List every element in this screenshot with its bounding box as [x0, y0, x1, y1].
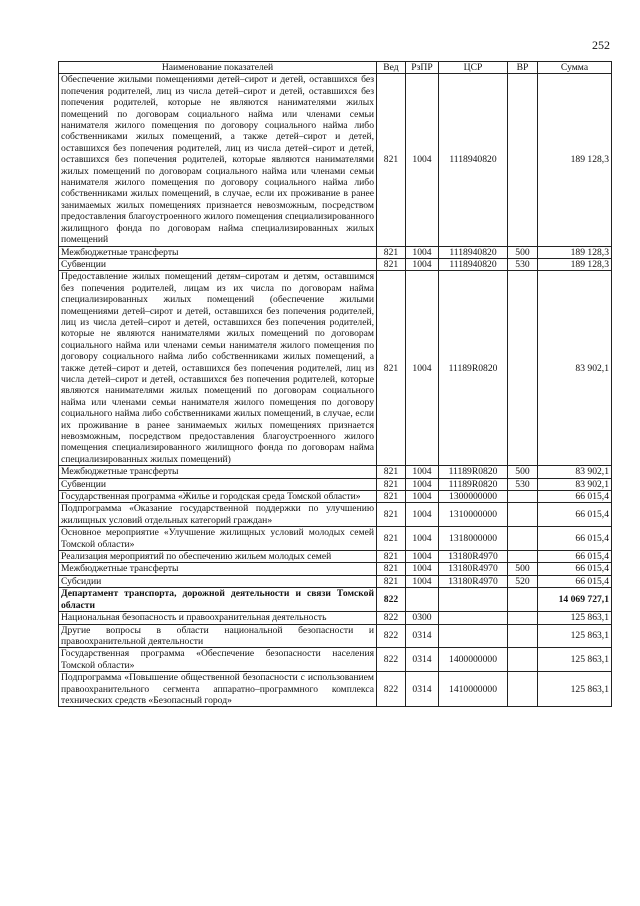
cell-name: Национальная безопасность и правоохранительная деятельность [59, 612, 377, 624]
cell-rzpr: 1004 [406, 503, 439, 527]
header-ved: Вед [377, 62, 406, 74]
cell-vr [508, 648, 538, 672]
table-row [59, 551, 612, 563]
cell-sum: 66 015,4 [538, 491, 612, 503]
cell-sum: 189 128,3 [538, 246, 612, 258]
cell-ved: 821 [377, 551, 406, 563]
cell-csr: 1400000000 [439, 648, 508, 672]
cell-name: Другие вопросы в области национальной безопасности и правоохранительной деятельности [59, 624, 377, 648]
table-row [59, 491, 612, 503]
table-row [59, 466, 612, 478]
cell-csr: 11189R0820 [439, 271, 508, 466]
cell-sum: 125 863,1 [538, 612, 612, 624]
cell-vr: 530 [508, 478, 538, 490]
cell-sum: 66 015,4 [538, 551, 612, 563]
cell-name: Департамент транспорта, дорожной деятельности и связи Томской области [59, 588, 377, 612]
cell-name: Межбюджетные трансферты [59, 466, 377, 478]
cell-csr: 13180R4970 [439, 575, 508, 587]
cell-rzpr: 1004 [406, 527, 439, 551]
cell-vr [508, 74, 538, 246]
cell-ved: 821 [377, 258, 406, 270]
cell-csr: 1310000000 [439, 503, 508, 527]
cell-vr [508, 527, 538, 551]
table-row [59, 478, 612, 490]
cell-csr: 1118940820 [439, 74, 508, 246]
cell-csr: 11189R0820 [439, 478, 508, 490]
cell-rzpr: 0314 [406, 624, 439, 648]
cell-vr [508, 624, 538, 648]
cell-name: Подпрограмма «Оказание государственной поддержки по улучшению жилищных условий отдельных категорий граждан» [59, 503, 377, 527]
cell-name: Субвенции [59, 478, 377, 490]
cell-rzpr: 1004 [406, 74, 439, 246]
cell-ved: 822 [377, 624, 406, 648]
cell-rzpr: 0300 [406, 612, 439, 624]
cell-rzpr: 1004 [406, 466, 439, 478]
table-row [59, 258, 612, 270]
cell-ved: 821 [377, 74, 406, 246]
table-row [59, 612, 612, 624]
cell-ved: 821 [377, 575, 406, 587]
cell-ved: 821 [377, 466, 406, 478]
cell-csr: 13180R4970 [439, 551, 508, 563]
cell-vr [508, 672, 538, 707]
cell-name: Межбюджетные трансферты [59, 563, 377, 575]
table-row [59, 503, 612, 527]
table-row [59, 648, 612, 672]
table-row [59, 575, 612, 587]
cell-ved: 821 [377, 271, 406, 466]
cell-ved: 821 [377, 491, 406, 503]
cell-sum: 125 863,1 [538, 648, 612, 672]
table-row [59, 246, 612, 258]
table-header-row [59, 62, 612, 74]
cell-ved: 821 [377, 478, 406, 490]
cell-rzpr: 1004 [406, 563, 439, 575]
cell-sum: 189 128,3 [538, 74, 612, 246]
cell-name: Государственная программа «Жилье и городская среда Томской области» [59, 491, 377, 503]
cell-sum: 14 069 727,1 [538, 588, 612, 612]
cell-name: Основное мероприятие «Улучшение жилищных условий молодых семей Томской области» [59, 527, 377, 551]
cell-rzpr: 1004 [406, 478, 439, 490]
cell-name: Субсидии [59, 575, 377, 587]
cell-name: Реализация мероприятий по обеспечению жильем молодых семей [59, 551, 377, 563]
cell-csr: 1118940820 [439, 258, 508, 270]
table-row [59, 271, 612, 466]
cell-ved: 822 [377, 672, 406, 707]
cell-name: Субвенции [59, 258, 377, 270]
cell-sum: 83 902,1 [538, 271, 612, 466]
cell-vr [508, 588, 538, 612]
cell-csr: 13180R4970 [439, 563, 508, 575]
cell-name: Предоставление жилых помещений детям–сиротам и детям, оставшимся без попечения родителей, лицам из их числа по договорам найма специализированных жилых помещений (обеспечение жилыми помещениями детей–сирот и детей, оставшихся без попечения родителей, лиц из числа детей–сирот и детей, оставшихся без попечения родителей, которые не являются нанимателями жилых помещений по договорам социального найма или членами семьи нанимателя жилого помещения по договору социального найма либо собственниками жилых помещений, а также детей–сирот и детей, оставшихся без попечения родителей, лиц из числа детей–сирот и детей, оставшихся без попечения родителей, которые являются нанимателями жилых помещений по договорам социального найма или членами семьи нанимателя жилого помещения по договору социального найма либо собственниками жилых помещений, в случае, если их проживание в ранее занимаемых жилых помещениях признается невозможным, посредством предоставления благоустроенного жилого помещения специализированного жилищного фонда по договорам найма специализированных жилых помещений) [59, 271, 377, 466]
cell-ved: 821 [377, 503, 406, 527]
cell-vr [508, 491, 538, 503]
table-body [59, 74, 612, 707]
cell-sum: 66 015,4 [538, 575, 612, 587]
cell-name: Межбюджетные трансферты [59, 246, 377, 258]
cell-csr [439, 612, 508, 624]
cell-rzpr: 1004 [406, 491, 439, 503]
cell-name: Государственная программа «Обеспечение безопасности населения Томской области» [59, 648, 377, 672]
header-vr: ВР [508, 62, 538, 74]
cell-rzpr: 1004 [406, 551, 439, 563]
cell-rzpr: 1004 [406, 258, 439, 270]
cell-csr: 1318000000 [439, 527, 508, 551]
cell-csr: 1118940820 [439, 246, 508, 258]
cell-csr: 1410000000 [439, 672, 508, 707]
cell-vr [508, 551, 538, 563]
table-row [59, 527, 612, 551]
header-rzpr: РзПР [406, 62, 439, 74]
cell-ved: 822 [377, 612, 406, 624]
cell-vr: 500 [508, 246, 538, 258]
cell-rzpr: 1004 [406, 246, 439, 258]
cell-ved: 822 [377, 588, 406, 612]
cell-rzpr: 0314 [406, 672, 439, 707]
budget-table [58, 61, 612, 707]
cell-csr: 11189R0820 [439, 466, 508, 478]
table-row [59, 563, 612, 575]
page-number: 252 [592, 38, 610, 52]
cell-vr: 500 [508, 563, 538, 575]
table-row [59, 74, 612, 246]
cell-csr [439, 624, 508, 648]
cell-name: Обеспечение жилыми помещениями детей–сирот и детей, оставшихся без попечения родителей, лиц из числа детей–сирот и детей, оставшихся без попечения родителей, которые не являются нанимателями жилых помещений по договорам социального найма или членами семьи нанимателя жилого помещения по договору социального найма либо собственниками жилых помещений, а также детей–сирот и детей, оставшихся без попечения родителей, лиц из числа детей–сирот и детей, оставшихся без попечения родителей, которые являются нанимателями жилых помещений по договорам социального найма или членами семьи нанимателя жилого помещения по договору социального найма либо собственниками жилых помещений, в случае, если их проживание в ранее занимаемых жилых помещениях признается невозможным, посредством предоставления благоустроенного жилого помещения специализированного жилищного фонда по договорам найма специализированных жилых помещений [59, 74, 377, 246]
table-row [59, 672, 612, 707]
cell-vr: 500 [508, 466, 538, 478]
cell-vr [508, 271, 538, 466]
cell-sum: 125 863,1 [538, 672, 612, 707]
cell-sum: 125 863,1 [538, 624, 612, 648]
cell-name: Подпрограмма «Повышение общественной безопасности с использованием правоохранительного сегмента аппаратно–программного комплекса технических средств «Безопасный город» [59, 672, 377, 707]
cell-csr [439, 588, 508, 612]
header-name: Наименование показателей [59, 62, 377, 74]
cell-csr: 1300000000 [439, 491, 508, 503]
header-sum: Сумма [538, 62, 612, 74]
cell-sum: 189 128,3 [538, 258, 612, 270]
cell-sum: 66 015,4 [538, 563, 612, 575]
cell-vr [508, 503, 538, 527]
cell-ved: 821 [377, 563, 406, 575]
cell-vr [508, 612, 538, 624]
cell-sum: 66 015,4 [538, 527, 612, 551]
cell-ved: 822 [377, 648, 406, 672]
cell-ved: 821 [377, 527, 406, 551]
cell-ved: 821 [377, 246, 406, 258]
table-row [59, 588, 612, 612]
cell-vr: 520 [508, 575, 538, 587]
cell-sum: 83 902,1 [538, 466, 612, 478]
cell-sum: 83 902,1 [538, 478, 612, 490]
cell-vr: 530 [508, 258, 538, 270]
header-csr: ЦСР [439, 62, 508, 74]
cell-sum: 66 015,4 [538, 503, 612, 527]
table-row [59, 624, 612, 648]
cell-rzpr: 1004 [406, 271, 439, 466]
cell-rzpr [406, 588, 439, 612]
cell-rzpr: 0314 [406, 648, 439, 672]
cell-rzpr: 1004 [406, 575, 439, 587]
